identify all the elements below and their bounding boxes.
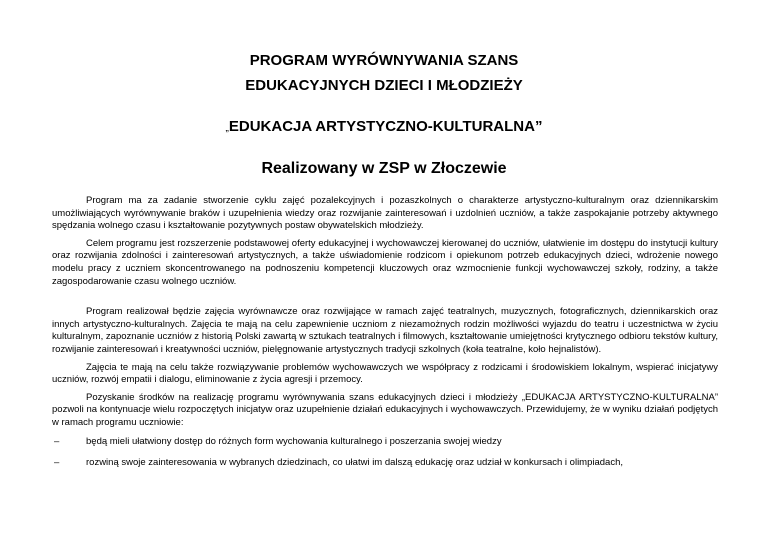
- outcomes-list: [52, 436, 718, 470]
- paragraph-educational-problems: Zajęcia te mają na celu także rozwiązywanie problemów wychowawczych we współpracy z rodzicami i środowiskiem lokalnym, wspierać inicjatywy uczniów, rozwój empatii i dialogu, eliminowanie z życia agresji i przemocy.: [52, 361, 718, 386]
- document-title-line-2: EDUKACYJNYCH DZIECI I MŁODZIEŻY: [245, 77, 523, 94]
- dash-bullet-icon: –: [54, 435, 60, 447]
- list-item-text: rozwiną swoje zainteresowania w wybranych dziedzinach, co ułatwi im dalszą edukację oraz udział w konkursach i olimpiadach,: [86, 457, 624, 469]
- paragraph-program-activities: Program realizował będzie zajęcia wyrównawcze oraz rozwijające w ramach zajęć teatralnych, muzycznych, fotograficznych, dziennikarskich oraz innych artystyczno-kulturalnych. Zajęcia te mają na celu zapewnienie uczniom z niezamożnych rodzin możliwości wyjazdu do teatru i uczestnictwa w życiu kulturalnym, zapoznanie uczniów z historią Polski zawartą w sztukach teatralnych i filmowych, kształtowanie umiejętności krytycznego odbioru tekstów kultury, rozwijanie zainteresowań i kreatywności uczniów, pielęgnowanie artystycznych tradycji szkolnych (koła teatralne, koło hejnalistów).: [52, 306, 718, 355]
- list-item: [52, 436, 718, 449]
- program-name-opening-quote: „: [225, 123, 229, 134]
- paragraph-program-purpose: Program ma za zadanie stworzenie cyklu zajęć pozalekcyjnych i pozaszkolnych o charakterze artystyczno-kulturalnym oraz dziennikarskim umożliwiających wyrównywanie braków i uzupełnienia wiedzy oraz rozwijanie zainteresowań i uzdolnień uczniów, a także zaspokajanie potrzeby aktywnego spędzania wolnego czasu i kształtowanie pozytywnych postaw obywatelskich młodzieży.: [52, 195, 718, 232]
- dash-bullet-icon: –: [54, 457, 60, 469]
- document-title-line-1: PROGRAM WYRÓWNYWANIA SZANS: [249, 52, 519, 69]
- program-name: [0, 118, 768, 138]
- paragraph-program-goal: Celem programu jest rozszerzenie podstawowej oferty edukacyjnej i wychowawczej kierowanej do uczniów, ułatwienie im dostępu do instytucji kultury oraz rozwijania zdolności i zainteresowań artystycznych, a także uświadomienie rodzicom i opiekunom potrzeb edukacyjnych dzieci, wdrożenie nowego modelu pracy z uczniem skoncentrowanego na podnoszeniu kompetencji kluczowych oraz wzmocnienie funkcji wychowawczej szkoły, rodziny, a także zagospodarowanie czasu wolnego uczniów.: [52, 237, 718, 287]
- list-item-text: będą mieli ułatwiony dostęp do różnych form wychowania kulturalnego i poszerzania swojej wiedzy: [86, 435, 502, 447]
- program-name-text: EDUKACJA ARTYSTYCZNO-KULTURALNA”: [228, 118, 543, 135]
- paragraph-funding-outcomes: Pozyskanie środków na realizację programu wyrównywania szans edukacyjnych dzieci i młodzieży „EDUKACJA ARTYSTYCZNO-KULTURALNA” pozwoli na kontynuacje wielu rozpoczętych inicjatyw oraz uzupełnienie działań edukacyjnych i wychowawczych. Przewidujemy, że w wyniku działań podjętych w ramach programu uczniowie:: [52, 391, 718, 428]
- location-subtitle: Realizowany w ZSP w Złoczewie: [261, 160, 507, 177]
- list-item: [52, 457, 718, 470]
- document-body: [52, 195, 718, 479]
